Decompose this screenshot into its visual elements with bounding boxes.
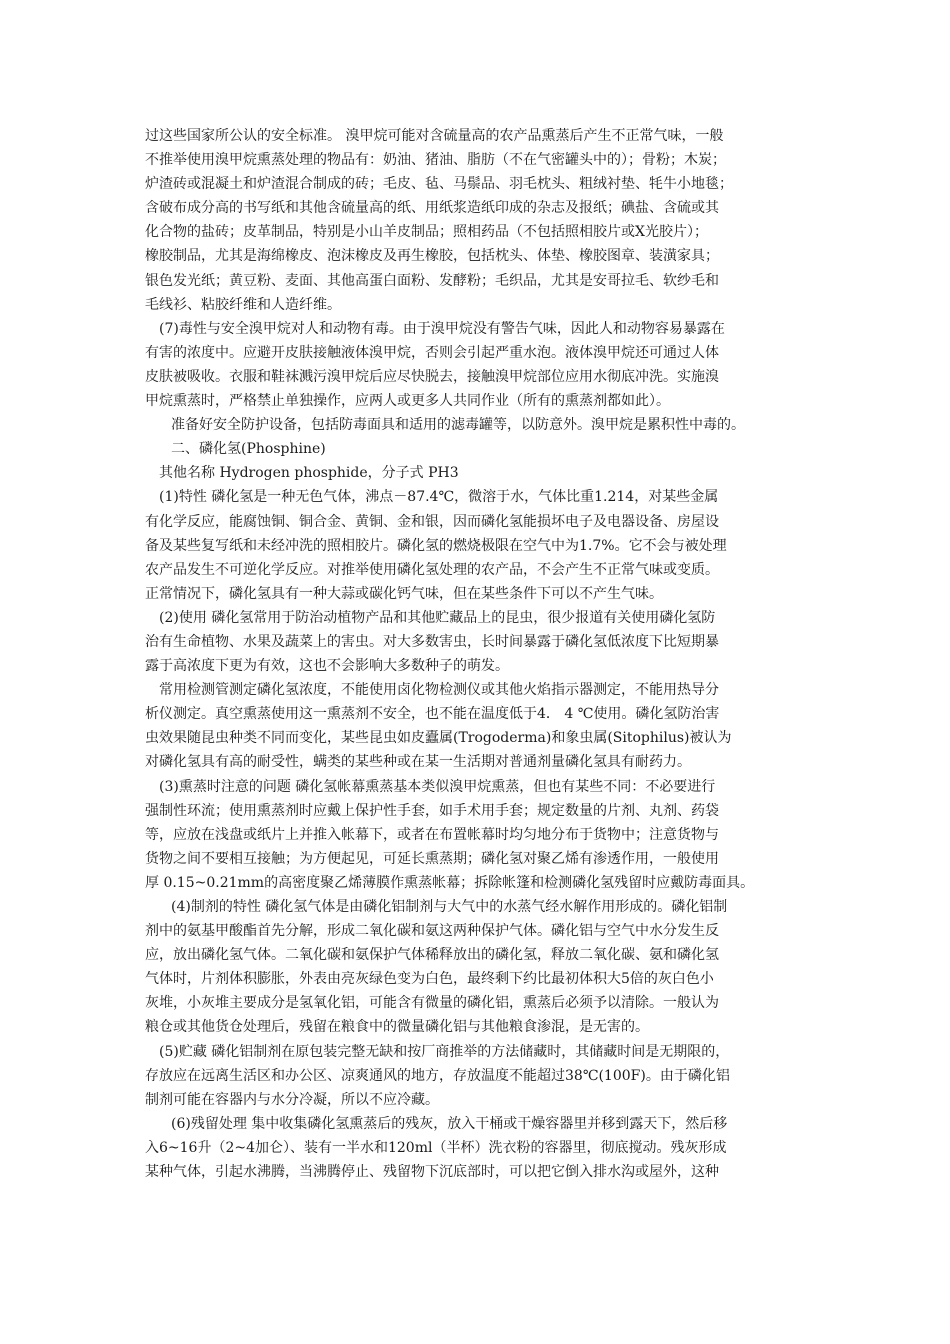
text-line: 厚 0.15~0.21mm的高密度聚乙烯薄膜作熏蒸帐幕；拆除帐篷和检测磷化氢残留时应戴防毒面具。 <box>145 874 755 891</box>
text-line: 过这些国家所公认的安全标准。 溴甲烷可能对含硫量高的农产品熏蒸后产生不正常气味，一般 <box>145 128 724 144</box>
text-line: 准备好安全防护设备，包括防毒面具和适用的滤毒罐等，以防意外。溴甲烷是累积性中毒的。 <box>171 417 745 434</box>
text-line: 剂中的氨基甲酸酯首先分解，形成二氧化碳和氨这两种保护气体。磷化铝与空气中水分发生反 <box>145 923 719 940</box>
text-line: (4)制剂的特性 磷化氢气体是由磷化铝制剂与大气中的水蒸气经水解作用形成的。磷化铝制 <box>171 899 728 915</box>
text-line: 强制性环流；使用熏蒸剂时应戴上保护性手套，如手术用手套；规定数量的片剂、丸剂、药袋 <box>145 802 719 819</box>
text-line: 含破布成分高的书写纸和其他含硫量高的纸、用纸浆造纸印成的杂志及报纸；碘盐、含硫或其 <box>145 200 719 217</box>
text-line: 备及某些复写纸和未经冲洗的照相胶片。磷化氢的燃烧极限在空气中为1.7%。它不会与被处理 <box>145 537 727 554</box>
text-line: 皮肤被吸收。衣服和鞋袜溅污溴甲烷后应尽快脱去，接触溴甲烷部位应用水彻底冲洗。实施溴 <box>145 368 719 385</box>
text-line: (7)毒性与安全溴甲烷对人和动物有毒。由于溴甲烷没有警告气味，因此人和动物容易暴露在 <box>159 320 725 337</box>
text-line: 农产品发生不可逆化学反应。对推举使用磷化氢处理的农产品，不会产生不正常气味或变质。 <box>145 561 719 578</box>
text-line: 货物之间不要相互接触；为方便起见，可延长熏蒸期；磷化氢对聚乙烯有渗透作用，一般使用 <box>145 850 719 867</box>
text-line: 入6~16升（2~4加仑）、装有一半水和120ml（半杯）洗衣粉的容器里，彻底搅动。残灰形成 <box>145 1139 727 1156</box>
text-line: 二、磷化氢(Phosphine) <box>171 441 326 458</box>
text-line: 析仪测定。真空熏蒸使用这一熏蒸剂不安全，也不能在温度低于4． 4 ℃使用。磷化氢防治害 <box>145 706 720 723</box>
text-line: 灰堆，小灰堆主要成分是氢氧化铝，可能含有微量的磷化铝，熏蒸后必须予以清除。一般认为 <box>145 995 719 1012</box>
text-line: 银色发光纸；黄豆粉、麦面、其他高蛋白面粉、发酵粉；毛织品，尤其是安哥拉毛、软纱毛和 <box>145 272 719 289</box>
text-line: 其他名称 Hydrogen phosphide，分子式 PH3 <box>159 465 459 482</box>
text-line: (3)熏蒸时注意的问题 磷化氢帐幕熏蒸基本类似溴甲烷熏蒸，但也有某些不同：不必要进行 <box>159 778 716 795</box>
text-line: 虫效果随昆虫种类不同而变化，某些昆虫如皮蠹属(Trogoderma)和象虫属(Sitophilus)被认为 <box>145 730 732 747</box>
text-line: 有化学反应，能腐蚀铜、铜合金、黄铜、金和银，因而磷化氢能损坏电子及电器设备、房屋设 <box>145 513 719 530</box>
text-line: 甲烷熏蒸时，严格禁止单独操作，应两人或更多人共同作业（所有的熏蒸剂都如此）。 <box>145 393 670 410</box>
text-line: 应，放出磷化氢气体。二氧化碳和氨保护气体稀释放出的磷化氢，释放二氧化碳、氨和磷化氢 <box>145 947 719 964</box>
text-line: 炉渣砖或混凝土和炉渣混合制成的砖；毛皮、毡、马鬃品、羽毛枕头、粗绒衬垫、牦牛小地毯； <box>145 176 733 193</box>
text-line: (2)使用 磷化氢常用于防治动植物产品和其他贮藏品上的昆虫，很少报道有关使用磷化氢防 <box>159 609 716 626</box>
text-line: 毛线衫、粘胶纤维和人造纤维。 <box>145 296 341 313</box>
text-line: 常用检测管测定磷化氢浓度，不能使用卤化物检测仪或其他火焰指示器测定，不能用热导分 <box>159 682 719 699</box>
text-line: 气体时，片剂体积膨胀，外表由亮灰绿色变为白色，最终剩下约比最初体积大5倍的灰白色小 <box>145 971 714 988</box>
text-line: 等，应放在浅盘或纸片上并推入帐幕下，或者在布置帐幕时均匀地分布于货物中；注意货物与 <box>145 826 719 843</box>
text-line: (6)残留处理 集中收集磷化氢熏蒸后的残灰，放入干桶或干燥容器里并移到露天下，然后移 <box>171 1115 728 1132</box>
text-line: 正常情况下，磷化氢具有一种大蒜或碳化钙气味，但在某些条件下可以不产生气味。 <box>145 585 663 602</box>
text-line: 橡胶制品，尤其是海绵橡皮、泡沫橡皮及再生橡胶，包括枕头、体垫、橡胶图章、装潢家具； <box>145 248 719 265</box>
text-line: 某种气体，引起水沸腾，当沸腾停止、残留物下沉底部时，可以把它倒入排水沟或屋外，这种 <box>145 1164 719 1181</box>
text-line: 制剂可能在容器内与水分冷凝，所以不应冷藏。 <box>145 1091 439 1108</box>
text-line: (1)特性 磷化氢是一种无色气体，沸点－87.4℃，微溶于水，气体比重1.214，对某些金属 <box>159 489 719 506</box>
text-line: 粮仓或其他货仓处理后，残留在粮食中的微量磷化铝与其他粮食渗混，是无害的。 <box>145 1019 649 1036</box>
text-line: 治有生命植物、水果及蔬菜上的害虫。对大多数害虫，长时间暴露于磷化氢低浓度下比短期暴 <box>145 633 719 650</box>
text-line: 对磷化氢具有高的耐受性，螨类的某些种或在某一生活期对普通剂量磷化氢具有耐药力。 <box>145 754 691 771</box>
document-body <box>145 124 845 1184</box>
text-line: (5)贮藏 磷化铝制剂在原包装完整无缺和按厂商推举的方法储藏时，其储藏时间是无期限的， <box>159 1043 730 1060</box>
text-line: 有害的浓度中。应避开皮肤接触液体溴甲烷，否则会引起严重水泡。液体溴甲烷还可通过人体 <box>145 344 719 361</box>
text-line: 化合物的盐砖；皮革制品，特别是小山羊皮制品；照相药品（不包括照相胶片或X光胶片）； <box>145 224 708 241</box>
text-line: 不推举使用溴甲烷熏蒸处理的物品有：奶油、猪油、脂肪（不在气密罐头中的）；骨粉；木炭； <box>145 152 726 169</box>
text-line: 存放应在远离生活区和办公区、凉爽通风的地方，存放温度不能超过38℃(100F)。由于磷化铝 <box>145 1067 730 1084</box>
text-line: 露于高浓度下更为有效，这也不会影响大多数种子的萌发。 <box>145 658 509 675</box>
